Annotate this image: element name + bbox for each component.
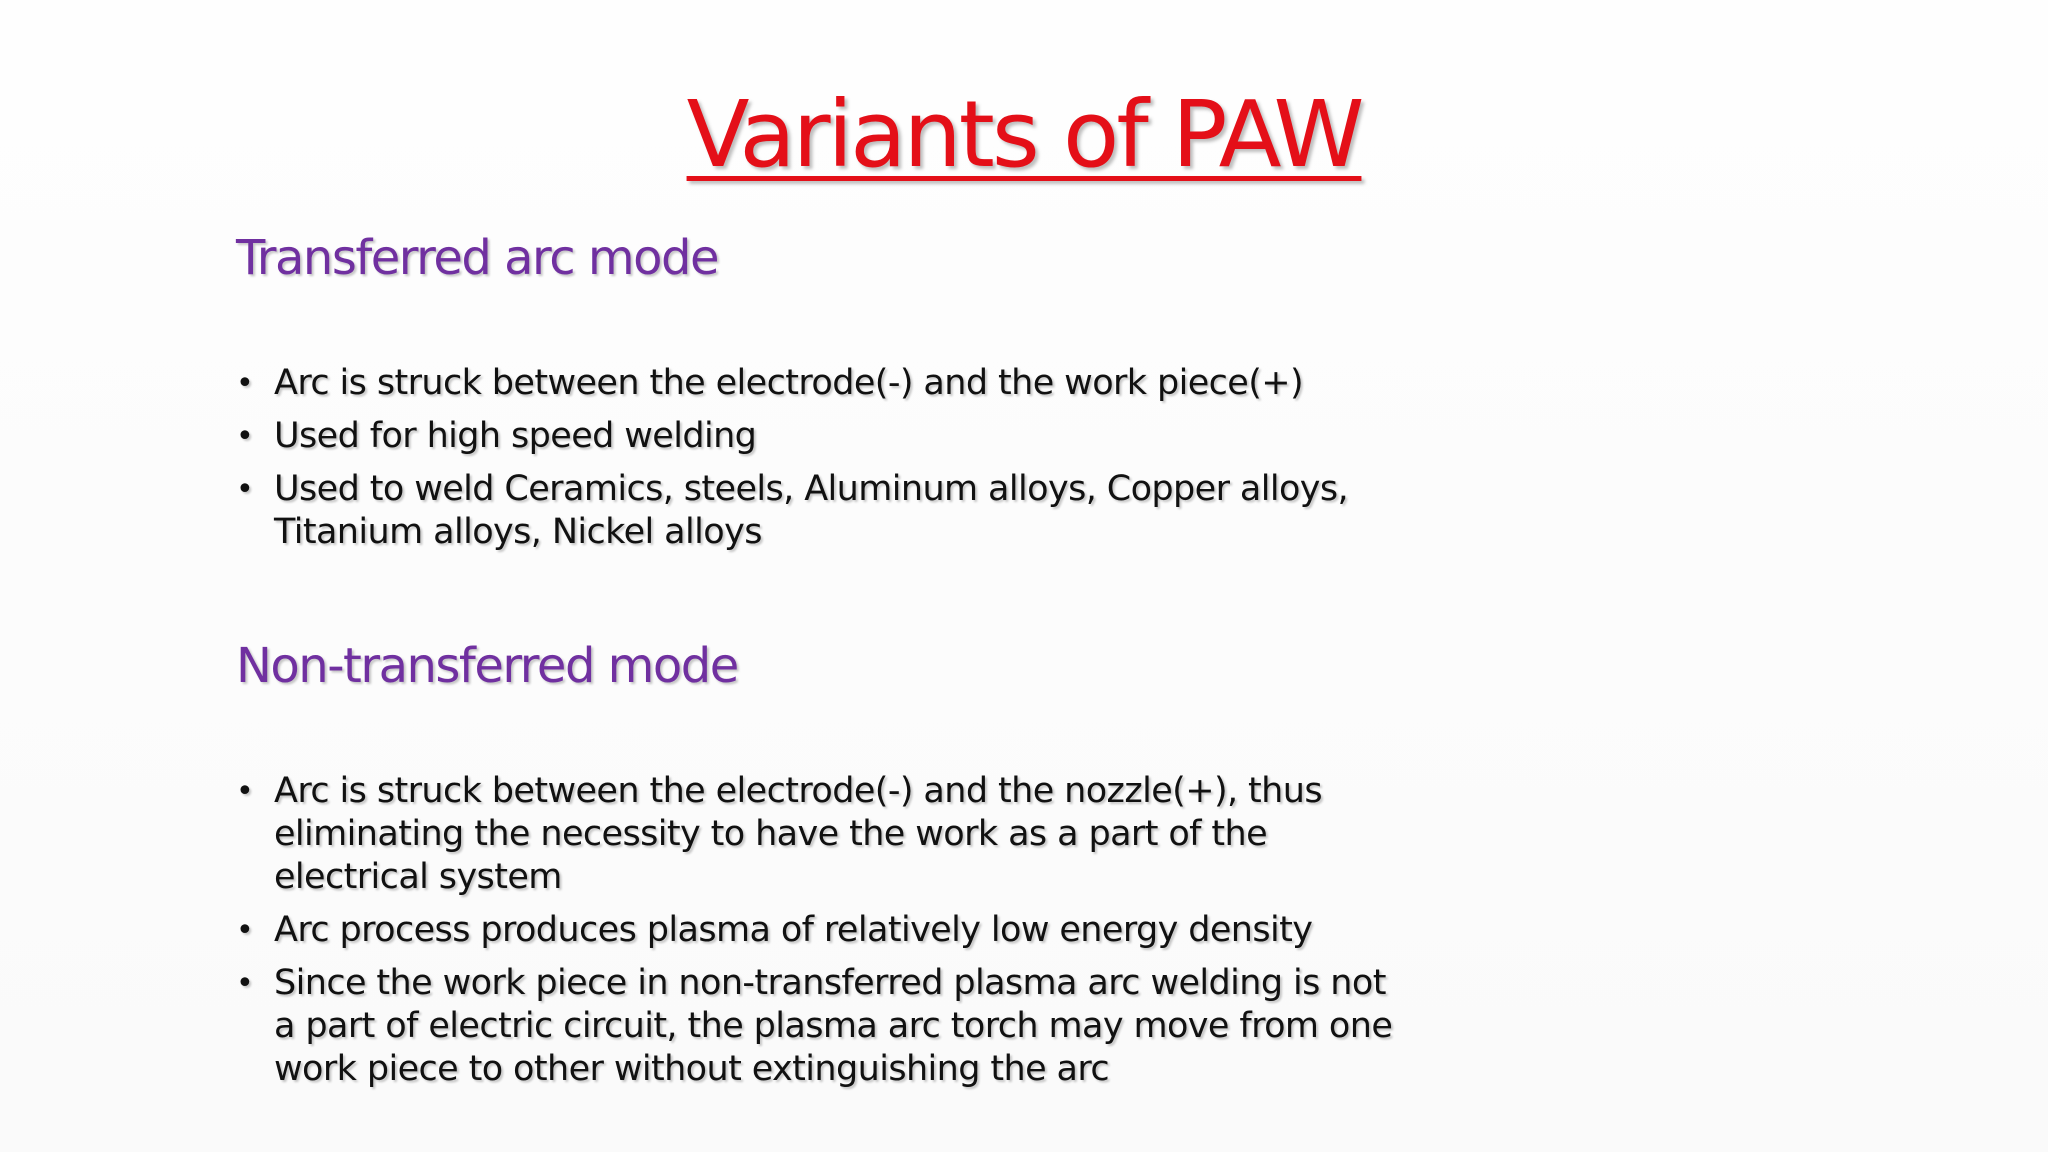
bullet-icon: • — [236, 966, 254, 1001]
section-heading-non-transferred: Non-transferred mode — [236, 638, 738, 694]
bullet-text: Used to weld Ceramics, steels, Aluminum alloys, Copper alloys, Titanium alloys, Nickel alloys — [274, 469, 1349, 552]
list-item — [236, 770, 1396, 899]
list-item — [236, 909, 1396, 952]
bullet-list-non-transferred — [236, 770, 1396, 1101]
list-item — [236, 415, 1396, 458]
bullet-icon: • — [236, 472, 254, 507]
bullet-icon: • — [236, 913, 254, 948]
bullet-text: Since the work piece in non-transferred plasma arc welding is not a part of electric circuit, the plasma arc torch may move from one work piece to other without extinguishing the arc — [274, 963, 1393, 1089]
list-item — [236, 962, 1396, 1091]
bullet-text: Arc process produces plasma of relatively low energy density — [274, 910, 1313, 950]
bullet-icon: • — [236, 366, 254, 401]
bullet-list-transferred-arc — [236, 362, 1396, 564]
section-heading-transferred-arc: Transferred arc mode — [236, 230, 718, 286]
list-item — [236, 468, 1396, 554]
bullet-text: Arc is struck between the electrode(-) and the nozzle(+), thus eliminating the necessity to have the work as a part of the electrical system — [274, 771, 1322, 897]
bullet-text: Used for high speed welding — [274, 416, 757, 456]
bullet-icon: • — [236, 419, 254, 454]
bullet-text: Arc is struck between the electrode(-) and the work piece(+) — [274, 363, 1304, 403]
bullet-icon: • — [236, 774, 254, 809]
slide-title — [0, 80, 2048, 190]
slide-title-text: Variants of PAW — [686, 81, 1362, 188]
list-item — [236, 362, 1396, 405]
